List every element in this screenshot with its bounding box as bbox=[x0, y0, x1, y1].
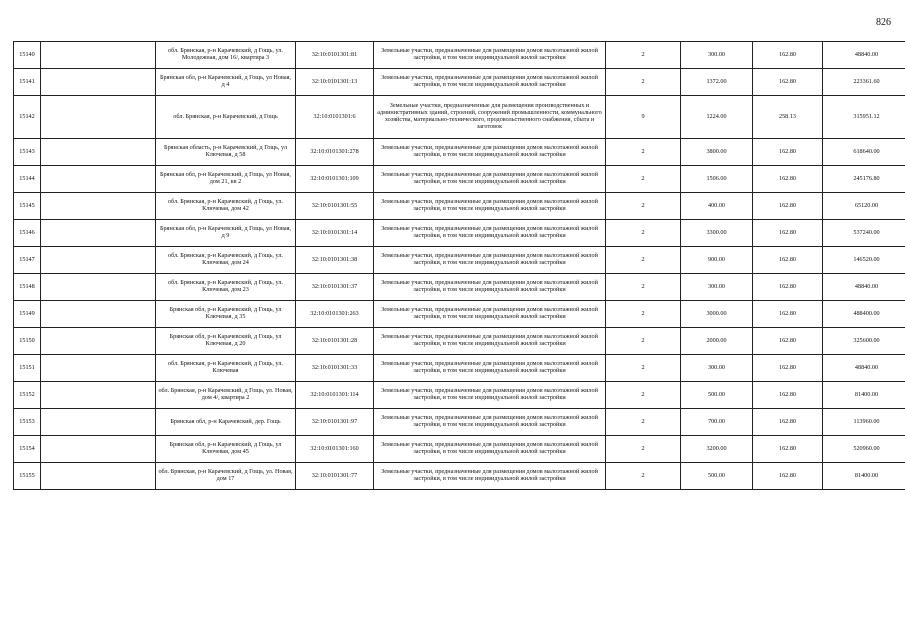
table-row bbox=[14, 274, 905, 301]
cadastral-value-cell: 315951.12 bbox=[823, 96, 905, 139]
area-cell: 400.00 bbox=[681, 193, 753, 220]
land-use-cell: Земельные участки, предназначенные для размещения производственных и административных зданий, строений, сооружений промышленности, коммунального хозяйства, материально-технического, продовольственного снабжения, сбыта и заготовок bbox=[374, 96, 606, 139]
row-number-cell: 15152 bbox=[14, 382, 41, 409]
cadastral-number-cell: 32:10:0101301:109 bbox=[296, 166, 374, 193]
table-row bbox=[14, 193, 905, 220]
address-cell: обл. Брянская, р-н Карачевский, д Гощь, ул. Ключевая, дом 23 bbox=[156, 274, 296, 301]
use-group-cell: 2 bbox=[606, 69, 681, 96]
use-group-cell: 9 bbox=[606, 96, 681, 139]
row-number-cell: 15144 bbox=[14, 166, 41, 193]
area-cell: 500.00 bbox=[681, 382, 753, 409]
table-row bbox=[14, 139, 905, 166]
row-number-cell: 15150 bbox=[14, 328, 41, 355]
area-cell: 700.00 bbox=[681, 409, 753, 436]
use-group-cell: 2 bbox=[606, 355, 681, 382]
cadastral-number-cell: 32:10:0101301:114 bbox=[296, 382, 374, 409]
specific-value-cell: 162.80 bbox=[753, 42, 823, 69]
specific-value-cell: 258.13 bbox=[753, 96, 823, 139]
address-cell: Брянская обл, р-н Карачевский, д Гощь, ул Новая, д 4 bbox=[156, 69, 296, 96]
land-use-cell: Земельные участки, предназначенные для размещения домов малоэтажной жилой застройки, в том числе индивидуальной жилой застройки bbox=[374, 247, 606, 274]
cadastral-value-table bbox=[13, 41, 905, 490]
land-use-cell: Земельные участки, предназначенные для размещения домов малоэтажной жилой застройки, в том числе индивидуальной жилой застройки bbox=[374, 301, 606, 328]
area-cell: 2000.00 bbox=[681, 328, 753, 355]
cadastral-value-cell: 146520.00 bbox=[823, 247, 905, 274]
use-group-cell: 2 bbox=[606, 193, 681, 220]
area-cell: 1506.00 bbox=[681, 166, 753, 193]
spacer-cell bbox=[41, 166, 156, 193]
land-use-cell: Земельные участки, предназначенные для размещения домов малоэтажной жилой застройки, в том числе индивидуальной жилой застройки bbox=[374, 382, 606, 409]
address-cell: Брянская обл, р-н Карачевский, д Гощь, ул Новая, дом 21, кв 2 bbox=[156, 166, 296, 193]
spacer-cell bbox=[41, 96, 156, 139]
specific-value-cell: 162.80 bbox=[753, 382, 823, 409]
spacer-cell bbox=[41, 463, 156, 490]
area-cell: 300.00 bbox=[681, 42, 753, 69]
use-group-cell: 2 bbox=[606, 382, 681, 409]
area-cell: 1224.00 bbox=[681, 96, 753, 139]
cadastral-number-cell: 32:10:0101301:14 bbox=[296, 220, 374, 247]
land-use-cell: Земельные участки, предназначенные для размещения домов малоэтажной жилой застройки, в том числе индивидуальной жилой застройки bbox=[374, 166, 606, 193]
cadastral-number-cell: 32:10:0101301:160 bbox=[296, 436, 374, 463]
area-cell: 3000.00 bbox=[681, 301, 753, 328]
table-row bbox=[14, 328, 905, 355]
land-use-cell: Земельные участки, предназначенные для размещения домов малоэтажной жилой застройки, в том числе индивидуальной жилой застройки bbox=[374, 436, 606, 463]
use-group-cell: 2 bbox=[606, 436, 681, 463]
address-cell: Брянская обл, р-н Карачевский, д Гощь, ул Ключевая, д 35 bbox=[156, 301, 296, 328]
cadastral-value-cell: 245176.80 bbox=[823, 166, 905, 193]
use-group-cell: 2 bbox=[606, 42, 681, 69]
area-cell: 3300.00 bbox=[681, 220, 753, 247]
address-cell: обл. Брянская, р-н Карачевский, д Гощь, ул. Молодежная, дом 16/, квартира 3 bbox=[156, 42, 296, 69]
row-number-cell: 15142 bbox=[14, 96, 41, 139]
table-row bbox=[14, 382, 905, 409]
address-cell: обл. Брянская, р-н Карачевский, д Гощь bbox=[156, 96, 296, 139]
spacer-cell bbox=[41, 193, 156, 220]
area-cell: 300.00 bbox=[681, 274, 753, 301]
row-number-cell: 15148 bbox=[14, 274, 41, 301]
table-row bbox=[14, 409, 905, 436]
address-cell: Брянская обл, р-н Карачевский, дер. Гощь bbox=[156, 409, 296, 436]
address-cell: обл. Брянская, р-н Карачевский, д Гощь, ул. Ключевая, дом 42 bbox=[156, 193, 296, 220]
table-body bbox=[14, 42, 905, 490]
address-cell: обл. Брянская, р-н Карачевский, д Гощь, ул. Новая, дом 4/, квартира 2 bbox=[156, 382, 296, 409]
cadastral-value-cell: 81400.00 bbox=[823, 382, 905, 409]
address-cell: Брянская обл, р-н Карачевский, д Гощь, ул Ключевая, дом 45 bbox=[156, 436, 296, 463]
specific-value-cell: 162.80 bbox=[753, 463, 823, 490]
address-cell: обл. Брянская, р-н Карачевский, д Гощь, ул. Ключевая bbox=[156, 355, 296, 382]
spacer-cell bbox=[41, 247, 156, 274]
land-use-cell: Земельные участки, предназначенные для размещения домов малоэтажной жилой застройки, в том числе индивидуальной жилой застройки bbox=[374, 139, 606, 166]
cadastral-value-cell: 537240.00 bbox=[823, 220, 905, 247]
spacer-cell bbox=[41, 69, 156, 96]
cadastral-number-cell: 32:10:0101301:97 bbox=[296, 409, 374, 436]
table-row bbox=[14, 301, 905, 328]
specific-value-cell: 162.80 bbox=[753, 409, 823, 436]
address-cell: Брянская область, р-н Карачевский, д Гощь, ул Ключевая, д 58 bbox=[156, 139, 296, 166]
cadastral-number-cell: 32:10:0101301:28 bbox=[296, 328, 374, 355]
table-row bbox=[14, 166, 905, 193]
cadastral-number-cell: 32:10:0101301:33 bbox=[296, 355, 374, 382]
spacer-cell bbox=[41, 409, 156, 436]
cadastral-number-cell: 32:10:0101301:38 bbox=[296, 247, 374, 274]
area-cell: 300.00 bbox=[681, 355, 753, 382]
spacer-cell bbox=[41, 42, 156, 69]
use-group-cell: 2 bbox=[606, 247, 681, 274]
use-group-cell: 2 bbox=[606, 139, 681, 166]
land-use-cell: Земельные участки, предназначенные для размещения домов малоэтажной жилой застройки, в том числе индивидуальной жилой застройки bbox=[374, 463, 606, 490]
cadastral-value-cell: 48840.00 bbox=[823, 274, 905, 301]
use-group-cell: 2 bbox=[606, 220, 681, 247]
spacer-cell bbox=[41, 139, 156, 166]
address-cell: обл. Брянская, р-н Карачевский, д Гощь, ул. Ключевая, дом 24 bbox=[156, 247, 296, 274]
land-use-cell: Земельные участки, предназначенные для размещения домов малоэтажной жилой застройки, в том числе индивидуальной жилой застройки bbox=[374, 69, 606, 96]
address-cell: Брянская обл, р-н Карачевский, д Гощь, ул Новая, д 9 bbox=[156, 220, 296, 247]
use-group-cell: 2 bbox=[606, 328, 681, 355]
cadastral-number-cell: 32:10:0101301:278 bbox=[296, 139, 374, 166]
use-group-cell: 2 bbox=[606, 409, 681, 436]
address-cell: Брянская обл, р-н Карачевский, д Гощь, ул Ключевая, д 20 bbox=[156, 328, 296, 355]
specific-value-cell: 162.80 bbox=[753, 139, 823, 166]
table-row bbox=[14, 436, 905, 463]
row-number-cell: 15151 bbox=[14, 355, 41, 382]
use-group-cell: 2 bbox=[606, 166, 681, 193]
specific-value-cell: 162.80 bbox=[753, 436, 823, 463]
cadastral-number-cell: 32:10:0101301:6 bbox=[296, 96, 374, 139]
cadastral-value-cell: 325600.00 bbox=[823, 328, 905, 355]
table-row bbox=[14, 42, 905, 69]
cadastral-number-cell: 32:10:0101301:81 bbox=[296, 42, 374, 69]
spacer-cell bbox=[41, 382, 156, 409]
table-row bbox=[14, 355, 905, 382]
spacer-cell bbox=[41, 274, 156, 301]
area-cell: 900.00 bbox=[681, 247, 753, 274]
cadastral-value-cell: 81400.00 bbox=[823, 463, 905, 490]
table-row bbox=[14, 69, 905, 96]
cadastral-number-cell: 32:10:0101301:37 bbox=[296, 274, 374, 301]
row-number-cell: 15154 bbox=[14, 436, 41, 463]
row-number-cell: 15153 bbox=[14, 409, 41, 436]
spacer-cell bbox=[41, 301, 156, 328]
area-cell: 500.00 bbox=[681, 463, 753, 490]
row-number-cell: 15141 bbox=[14, 69, 41, 96]
spacer-cell bbox=[41, 436, 156, 463]
cadastral-number-cell: 32:10:0101301:13 bbox=[296, 69, 374, 96]
table-row bbox=[14, 463, 905, 490]
specific-value-cell: 162.80 bbox=[753, 355, 823, 382]
area-cell: 3200.00 bbox=[681, 436, 753, 463]
cadastral-value-cell: 618640.00 bbox=[823, 139, 905, 166]
row-number-cell: 15140 bbox=[14, 42, 41, 69]
specific-value-cell: 162.80 bbox=[753, 69, 823, 96]
row-number-cell: 15143 bbox=[14, 139, 41, 166]
cadastral-value-cell: 113960.00 bbox=[823, 409, 905, 436]
spacer-cell bbox=[41, 220, 156, 247]
cadastral-value-cell: 223361.60 bbox=[823, 69, 905, 96]
row-number-cell: 15145 bbox=[14, 193, 41, 220]
spacer-cell bbox=[41, 328, 156, 355]
land-use-cell: Земельные участки, предназначенные для размещения домов малоэтажной жилой застройки, в том числе индивидуальной жилой застройки bbox=[374, 328, 606, 355]
cadastral-number-cell: 32:10:0101301:77 bbox=[296, 463, 374, 490]
address-cell: обл. Брянская, р-н Карачевский, д Гощь, ул. Новая, дом 17 bbox=[156, 463, 296, 490]
land-use-cell: Земельные участки, предназначенные для размещения домов малоэтажной жилой застройки, в том числе индивидуальной жилой застройки bbox=[374, 355, 606, 382]
spacer-cell bbox=[41, 355, 156, 382]
specific-value-cell: 162.80 bbox=[753, 166, 823, 193]
area-cell: 1372.00 bbox=[681, 69, 753, 96]
use-group-cell: 2 bbox=[606, 463, 681, 490]
table-row bbox=[14, 220, 905, 247]
specific-value-cell: 162.80 bbox=[753, 247, 823, 274]
land-use-cell: Земельные участки, предназначенные для размещения домов малоэтажной жилой застройки, в том числе индивидуальной жилой застройки bbox=[374, 274, 606, 301]
specific-value-cell: 162.80 bbox=[753, 328, 823, 355]
land-use-cell: Земельные участки, предназначенные для размещения домов малоэтажной жилой застройки, в том числе индивидуальной жилой застройки bbox=[374, 409, 606, 436]
specific-value-cell: 162.80 bbox=[753, 274, 823, 301]
specific-value-cell: 162.80 bbox=[753, 220, 823, 247]
area-cell: 3800.00 bbox=[681, 139, 753, 166]
land-use-cell: Земельные участки, предназначенные для размещения домов малоэтажной жилой застройки, в том числе индивидуальной жилой застройки bbox=[374, 42, 606, 69]
row-number-cell: 15147 bbox=[14, 247, 41, 274]
use-group-cell: 2 bbox=[606, 301, 681, 328]
cadastral-number-cell: 32:10:0101301:263 bbox=[296, 301, 374, 328]
cadastral-value-cell: 48840.00 bbox=[823, 42, 905, 69]
table-row bbox=[14, 247, 905, 274]
cadastral-value-cell: 488400.00 bbox=[823, 301, 905, 328]
row-number-cell: 15155 bbox=[14, 463, 41, 490]
land-use-cell: Земельные участки, предназначенные для размещения домов малоэтажной жилой застройки, в том числе индивидуальной жилой застройки bbox=[374, 193, 606, 220]
row-number-cell: 15149 bbox=[14, 301, 41, 328]
cadastral-number-cell: 32:10:0101301:55 bbox=[296, 193, 374, 220]
use-group-cell: 2 bbox=[606, 274, 681, 301]
row-number-cell: 15146 bbox=[14, 220, 41, 247]
land-use-cell: Земельные участки, предназначенные для размещения домов малоэтажной жилой застройки, в том числе индивидуальной жилой застройки bbox=[374, 220, 606, 247]
specific-value-cell: 162.80 bbox=[753, 193, 823, 220]
specific-value-cell: 162.80 bbox=[753, 301, 823, 328]
page-number: 826 bbox=[876, 17, 891, 28]
cadastral-value-cell: 65120.00 bbox=[823, 193, 905, 220]
cadastral-value-cell: 520960.00 bbox=[823, 436, 905, 463]
table-row bbox=[14, 96, 905, 139]
cadastral-value-cell: 48840.00 bbox=[823, 355, 905, 382]
